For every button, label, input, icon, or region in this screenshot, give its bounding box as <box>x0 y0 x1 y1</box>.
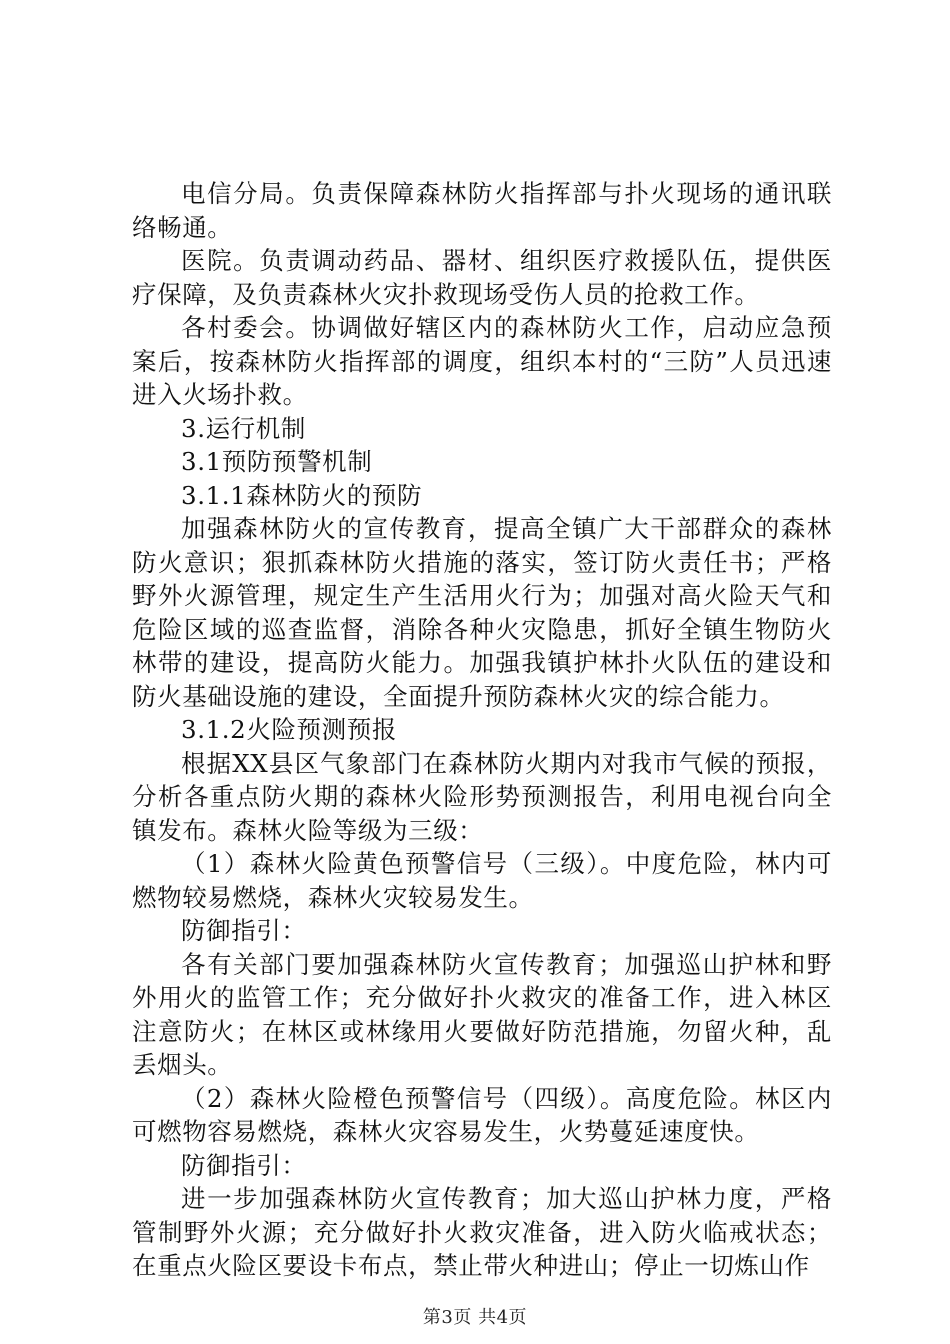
paragraph-yellow-warning: （1）森林火险黄色预警信号（三级）。中度危险，林内可燃物较易燃烧，森林火灾较易发生。 <box>132 849 832 912</box>
section-heading-forecast: 3.1.2火险预测预报 <box>181 715 397 744</box>
guidance-label-orange: 防御指引： <box>181 1150 307 1180</box>
paragraph-orange-guidance: 进一步加强森林防火宣传教育；加大巡山护林力度，严格管制野外火源；充分做好扑火救灾准备，进入防火临戒状态；在重点火险区要设卡布点，禁止带火种进山；停止一切炼山作 <box>132 1184 832 1280</box>
section-heading-prevention-warning: 3.1预防预警机制 <box>181 447 373 476</box>
paragraph-orange-warning: （2）森林火险橙色预警信号（四级）。高度危险。林区内可燃物容易燃烧，森林火灾容易发生，火势蔓延速度快。 <box>132 1083 832 1146</box>
document-body <box>132 177 832 1283</box>
section-heading-fire-prevention: 3.1.1森林防火的预防 <box>181 480 423 510</box>
guidance-label-yellow: 防御指引： <box>181 916 307 945</box>
paragraph-telecom: 电信分局。负责保障森林防火指挥部与扑火现场的通讯联络畅通。 <box>132 179 832 242</box>
paragraph-village-committee: 各村委会。协调做好辖区内的森林防火工作，启动应急预案后，按森林防火指挥部的调度，组织本村的“三防”人员迅速进入火场扑救。 <box>132 313 832 409</box>
paragraph-hospital: 医院。负责调动药品、器材、组织医疗救援队伍，提供医疗保障，及负责森林火灾扑救现场受伤人员的抢救工作。 <box>132 246 832 309</box>
section-heading-operation: 3.运行机制 <box>181 413 306 443</box>
paragraph-prevention-measures: 加强森林防火的宣传教育，提高全镇广大干部群众的森林防火意识；狠抓森林防火措施的落实，签订防火责任书；严格野外火源管理，规定生产生活用火行为；加强对高火险天气和危险区域的巡查监督，消除各种火灾隐患，抓好全镇生物防火林带的建设，提高防火能力。加强我镇护林扑火队伍的建设和防火基础设施的建设，全面提升预防森林火灾的综合能力。 <box>132 514 832 711</box>
page-number-footer: 第3页 共4页 <box>422 1307 528 1328</box>
paragraph-forecast: 根据XX县区气象部门在森林防火期内对我市气候的预报，分析各重点防火期的森林火险形势预测报告，利用电视台向全镇发布。森林火险等级为三级： <box>132 748 832 845</box>
paragraph-yellow-guidance: 各有关部门要加强森林防火宣传教育；加强巡山护林和野外用火的监管工作；充分做好扑火救灾的准备工作，进入林区注意防火；在林区或林缘用火要做好防范措施，勿留火种，乱丢烟头。 <box>132 949 832 1079</box>
